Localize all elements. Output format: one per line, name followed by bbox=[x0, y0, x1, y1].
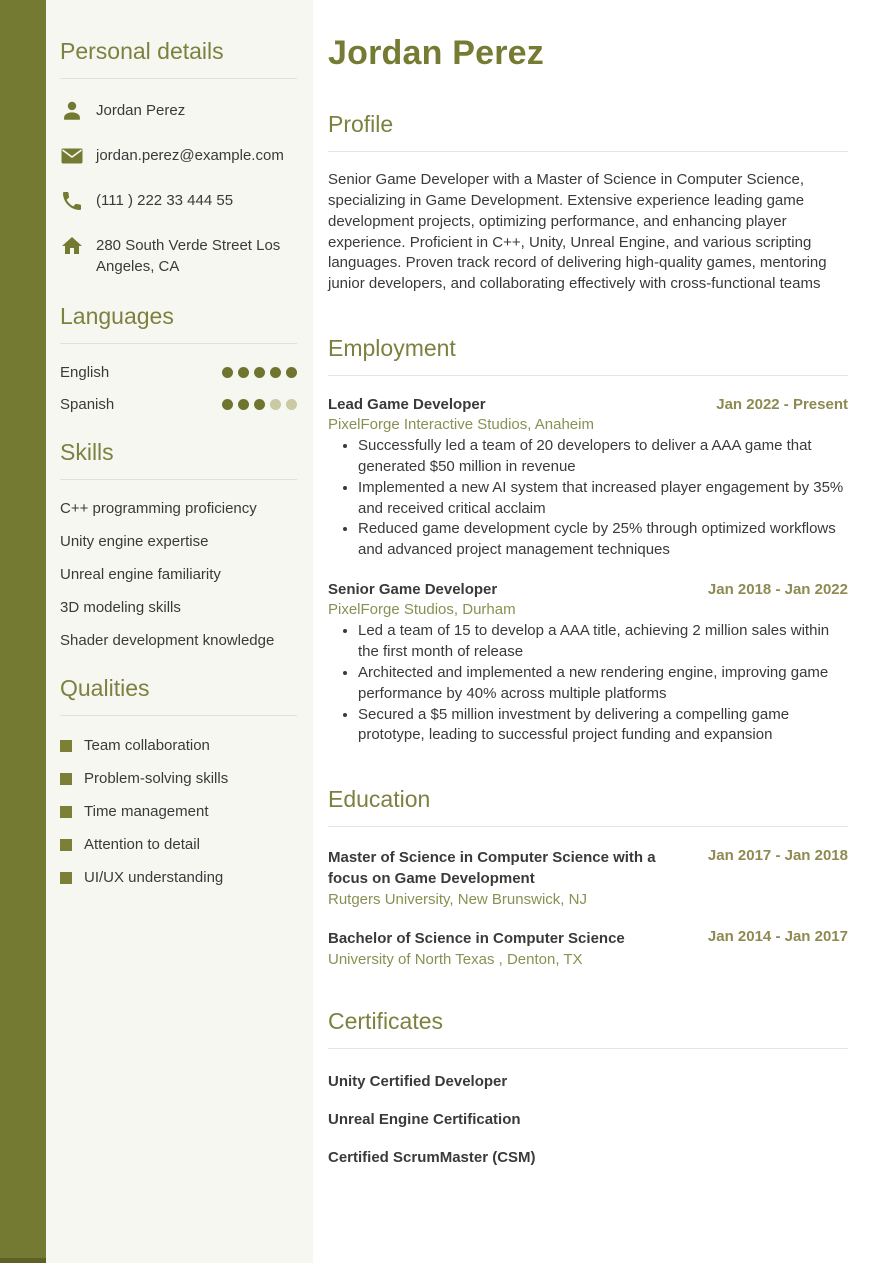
language-list bbox=[60, 364, 297, 413]
person-icon bbox=[60, 99, 84, 123]
certificate-item: Unity Certified Developer bbox=[328, 1073, 508, 1091]
language-level-dots bbox=[217, 367, 297, 378]
skill-item: 3D modeling skills bbox=[60, 599, 181, 617]
education-section bbox=[328, 786, 848, 968]
resume-main bbox=[313, 0, 893, 1263]
languages-heading: Languages bbox=[60, 303, 297, 344]
home-icon bbox=[60, 234, 84, 258]
quality-row bbox=[60, 737, 297, 754]
profile-text: Senior Game Developer with a Master of Science in Computer Science, specializing in Game Development. Extensive experience leading game development projects, optimizing performance, and enhancing player experience. Proficient in C++, Unity, Unreal Engine, and various scripting languages. Proven track record of delivering high-quality games, mentoring junior developers, and collaborating effectively with cross-functional teams bbox=[328, 171, 827, 293]
education-degree: Master of Science in Computer Science with a focus on Game Development bbox=[328, 849, 656, 888]
profile-heading: Profile bbox=[328, 111, 848, 152]
job-entry bbox=[328, 396, 848, 561]
job-bullet-list bbox=[328, 436, 848, 561]
quality-text: Team collaboration bbox=[84, 737, 210, 755]
education-degree: Bachelor of Science in Computer Science bbox=[328, 930, 625, 948]
language-name: Spanish bbox=[60, 396, 115, 414]
quality-row bbox=[60, 803, 297, 820]
job-list bbox=[328, 396, 848, 746]
skill-list bbox=[60, 500, 297, 649]
employment-section bbox=[328, 335, 848, 746]
level-dot-filled bbox=[286, 367, 297, 378]
education-entry bbox=[328, 847, 848, 908]
education-left bbox=[328, 928, 625, 968]
education-dates: Jan 2014 - Jan 2017 bbox=[707, 928, 848, 946]
level-dot-filled bbox=[238, 399, 249, 410]
level-dot-empty bbox=[270, 399, 281, 410]
certificates-section bbox=[328, 1008, 848, 1166]
quality-text: Time management bbox=[84, 803, 209, 821]
language-level-dots bbox=[217, 399, 297, 410]
job-header bbox=[328, 581, 848, 598]
job-header bbox=[328, 396, 848, 413]
quality-row bbox=[60, 836, 297, 853]
contact-row bbox=[60, 236, 297, 277]
personal-details-section bbox=[60, 38, 297, 277]
education-heading: Education bbox=[328, 786, 848, 827]
quality-row bbox=[60, 869, 297, 886]
skill-item: Shader development knowledge bbox=[60, 632, 275, 650]
job-dates: Jan 2018 - Jan 2022 bbox=[707, 581, 848, 599]
job-bullet: • Architected and implemented a new rendering engine, improving game performance by 40% across multiple platforms bbox=[358, 663, 848, 705]
skills-heading: Skills bbox=[60, 439, 297, 480]
education-entry bbox=[328, 928, 848, 968]
skills-section bbox=[60, 439, 297, 649]
accent-bar bbox=[0, 0, 46, 1263]
phone-icon bbox=[60, 189, 84, 213]
profile-section bbox=[328, 111, 848, 295]
education-dates: Jan 2017 - Jan 2018 bbox=[707, 847, 848, 865]
job-role: Lead Game Developer bbox=[328, 396, 486, 414]
personal-details-heading: Personal details bbox=[60, 38, 297, 79]
job-company: PixelForge Studios, Durham bbox=[328, 601, 516, 619]
email-icon bbox=[60, 144, 84, 168]
language-name: English bbox=[60, 364, 110, 382]
job-entry bbox=[328, 581, 848, 746]
quality-text: UI/UX understanding bbox=[84, 869, 224, 887]
skill-item: Unity engine expertise bbox=[60, 533, 209, 551]
level-dot-empty bbox=[286, 399, 297, 410]
square-bullet-icon bbox=[60, 839, 72, 851]
job-dates: Jan 2022 - Present bbox=[716, 396, 848, 414]
contact-text: (111 ) 222 33 444 55 bbox=[96, 192, 234, 209]
quality-text: Attention to detail bbox=[84, 836, 200, 854]
contact-text: jordan.perez@example.com bbox=[96, 147, 284, 164]
education-school: University of North Texas , Denton, TX bbox=[328, 951, 583, 969]
quality-text: Problem-solving skills bbox=[84, 770, 229, 788]
quality-row bbox=[60, 770, 297, 787]
level-dot-filled bbox=[270, 367, 281, 378]
level-dot-filled bbox=[238, 367, 249, 378]
languages-section bbox=[60, 303, 297, 413]
job-bullet: • Reduced game development cycle by 25% through optimized workflows and advanced project management techniques bbox=[358, 519, 848, 561]
level-dot-filled bbox=[222, 367, 233, 378]
education-list bbox=[328, 847, 848, 968]
language-row bbox=[60, 364, 297, 381]
certificate-item: Unreal Engine Certification bbox=[328, 1111, 521, 1129]
education-school: Rutgers University, New Brunswick, NJ bbox=[328, 891, 587, 909]
contact-row bbox=[60, 146, 297, 168]
certificate-item: Certified ScrumMaster (CSM) bbox=[328, 1149, 536, 1167]
job-bullet: • Implemented a new AI system that increased player engagement by 35% and received critical acclaim bbox=[358, 478, 848, 520]
contact-text: 280 South Verde Street Los Angeles, CA bbox=[96, 237, 281, 275]
square-bullet-icon bbox=[60, 740, 72, 752]
certificates-heading: Certificates bbox=[328, 1008, 848, 1049]
skill-item: C++ programming proficiency bbox=[60, 500, 257, 518]
qualities-heading: Qualities bbox=[60, 675, 297, 716]
contact-row bbox=[60, 101, 297, 123]
level-dot-filled bbox=[254, 399, 265, 410]
job-company: PixelForge Interactive Studios, Anaheim bbox=[328, 416, 594, 434]
job-bullet: • Led a team of 15 to develop a AAA title, achieving 2 million sales within the first month of release bbox=[358, 621, 848, 663]
square-bullet-icon bbox=[60, 773, 72, 785]
certificate-list bbox=[328, 1073, 848, 1166]
skill-item: Unreal engine familiarity bbox=[60, 566, 221, 584]
education-left bbox=[328, 847, 673, 908]
level-dot-filled bbox=[254, 367, 265, 378]
contact-text: Jordan Perez bbox=[96, 102, 186, 119]
language-row bbox=[60, 396, 297, 413]
person-name: Jordan Perez bbox=[328, 34, 544, 72]
quality-list bbox=[60, 737, 297, 886]
job-role: Senior Game Developer bbox=[328, 581, 498, 599]
employment-heading: Employment bbox=[328, 335, 848, 376]
square-bullet-icon bbox=[60, 806, 72, 818]
job-bullet: • Successfully led a team of 20 developers to deliver a AAA game that generated $50 million in revenue bbox=[358, 436, 848, 478]
square-bullet-icon bbox=[60, 872, 72, 884]
qualities-section bbox=[60, 675, 297, 886]
sidebar bbox=[46, 0, 313, 1263]
job-bullet-list bbox=[328, 621, 848, 746]
job-bullet: • Secured a $5 million investment by delivering a compelling game prototype, leading to successful project funding and expansion bbox=[358, 705, 848, 747]
contact-list bbox=[60, 101, 297, 277]
level-dot-filled bbox=[222, 399, 233, 410]
contact-row bbox=[60, 191, 297, 213]
